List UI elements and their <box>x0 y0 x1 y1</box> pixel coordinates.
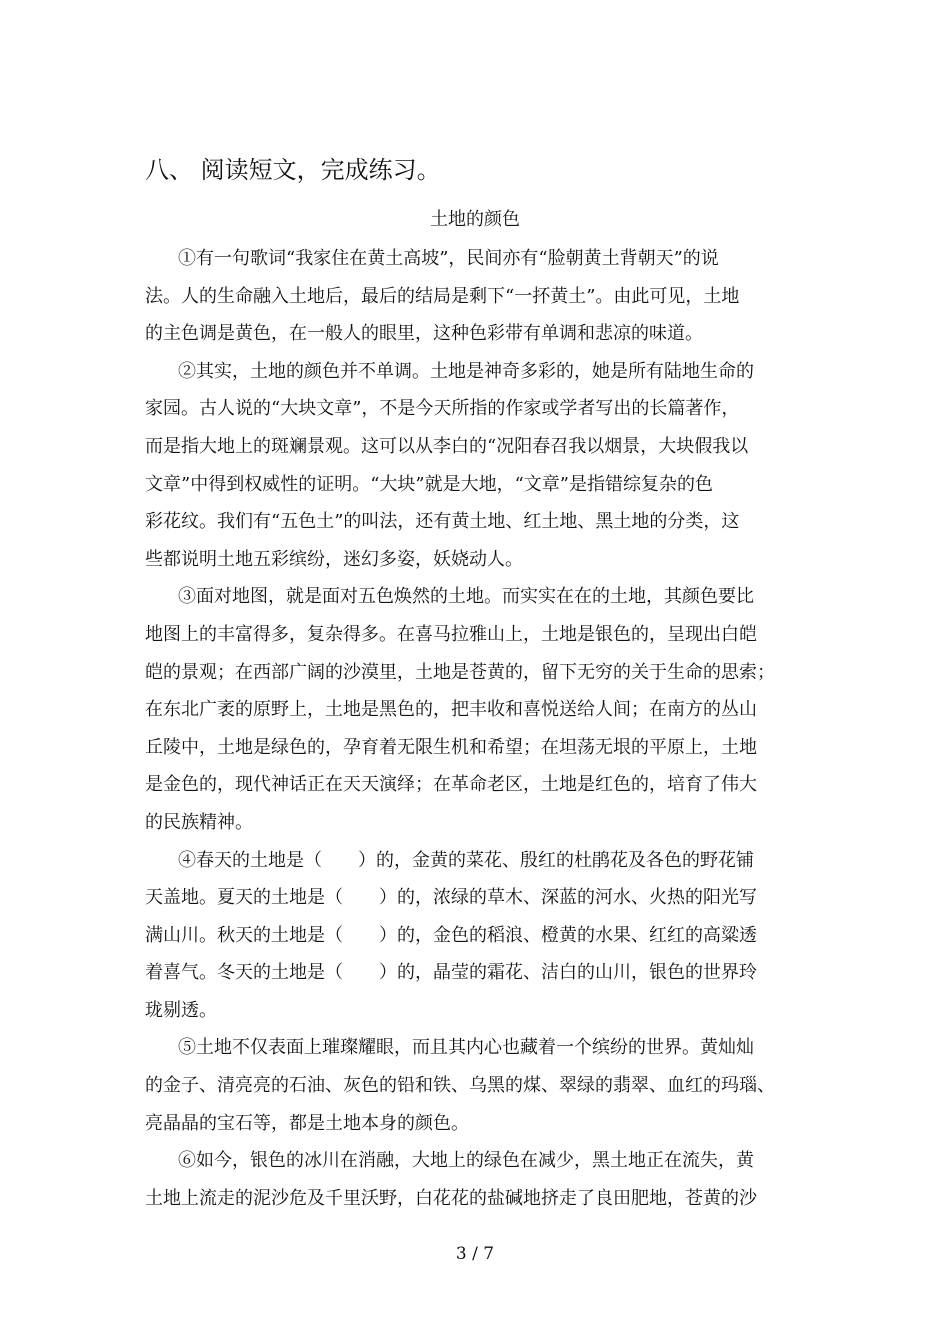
paragraph-line: 些都说明土地五彩缤纷，迷幻多姿，妖娆动人。 <box>145 548 523 570</box>
paragraph-line: 天盖地。夏天的土地是（ ）的，浓绿的草木、深蓝的河水、火热的阳光写 <box>145 887 757 909</box>
page-number: 3 / 7 <box>455 1244 495 1264</box>
paragraph-line: 是金色的，现代神话正在天天演绎；在革命老区，土地是红色的，培育了伟大 <box>145 774 757 796</box>
paragraph-line: 着喜气。冬天的土地是（ ）的，晶莹的霜花、洁白的山川，银色的世界玲 <box>145 962 757 984</box>
section-heading: 八、 阅读短文，完成练习。 <box>145 156 441 184</box>
paragraph-line: 而是指大地上的斑斓景观。这可以从李白的“况阳春召我以烟景，大块假我以 <box>145 435 749 457</box>
paragraph-line: ②其实，土地的颜色并不单调。土地是神奇多彩的，她是所有陆地生命的 <box>178 360 754 382</box>
paragraph-line: 丘陵中，土地是绿色的，孕育着无限生机和希望；在坦荡无垠的平原上，土地 <box>145 736 757 758</box>
paragraph-line: ④春天的土地是（ ）的，金黄的菜花、殷红的杜鹃花及各色的野花铺 <box>178 849 754 871</box>
paragraph-line: 亮晶晶的宝石等，都是土地本身的颜色。 <box>145 1112 469 1134</box>
paragraph-line: 土地上流走的泥沙危及千里沃野，白花花的盐碱地挤走了良田肥地，苍黄的沙 <box>145 1187 757 1209</box>
article-body <box>145 240 815 1217</box>
paragraph-line: 彩花纹。我们有“五色土”的叫法，还有黄土地、红土地、黑土地的分类，这 <box>145 511 740 533</box>
paragraph-line: ①有一句歌词“我家住在黄土高坡”，民间亦有“脸朝黄土背朝天”的说 <box>178 248 719 269</box>
paragraph-line: 皑的景观；在西部广阔的沙漠里，土地是苍黄的，留下无穷的关于生命的思索； <box>145 661 775 683</box>
paragraph-line: 的民族精神。 <box>145 811 253 833</box>
paragraph-line: 地图上的丰富得多，复杂得多。在喜马拉雅山上，土地是银色的，呈现出白皑 <box>145 623 757 645</box>
paragraph-line: 珑剔透。 <box>145 999 217 1021</box>
paragraph-line: 在东北广袤的原野上，土地是黑色的，把丰收和喜悦送给人间；在南方的丛山 <box>145 699 757 721</box>
paragraph-line: 的金子、清亮亮的石油、灰色的铅和铁、乌黑的煤、翠绿的翡翠、血红的玛瑙、 <box>145 1075 775 1097</box>
paragraph-line: 家园。古人说的“大块文章”，不是今天所指的作家或学者写出的长篇著作， <box>145 398 740 420</box>
paragraph-line: 满山川。秋天的土地是（ ）的，金色的稻浪、橙黄的水果、红红的高粱透 <box>145 924 757 946</box>
paragraph-line: ③面对地图，就是面对五色焕然的土地。而实实在在的土地，其颜色要比 <box>178 586 754 608</box>
paragraph-line: ⑥如今，银色的冰川在消融，大地上的绿色在减少，黑土地正在流失，黄 <box>178 1150 754 1172</box>
article-title: 土地的颜色 <box>430 209 520 230</box>
paragraph-line: 文章”中得到权威性的证明。“大块”就是大地，“文章”是指错综复杂的色 <box>145 473 714 495</box>
paragraph-line: ⑤土地不仅表面上璀璨耀眼，而且其内心也藏着一个缤纷的世界。黄灿灿 <box>178 1037 754 1059</box>
paragraph-line: 法。人的生命融入土地后，最后的结局是剩下“一抔黄土”。由此可见，土地 <box>145 285 740 307</box>
paragraph-line: 的主色调是黄色，在一般人的眼里，这种色彩带有单调和悲凉的味道。 <box>145 323 703 345</box>
